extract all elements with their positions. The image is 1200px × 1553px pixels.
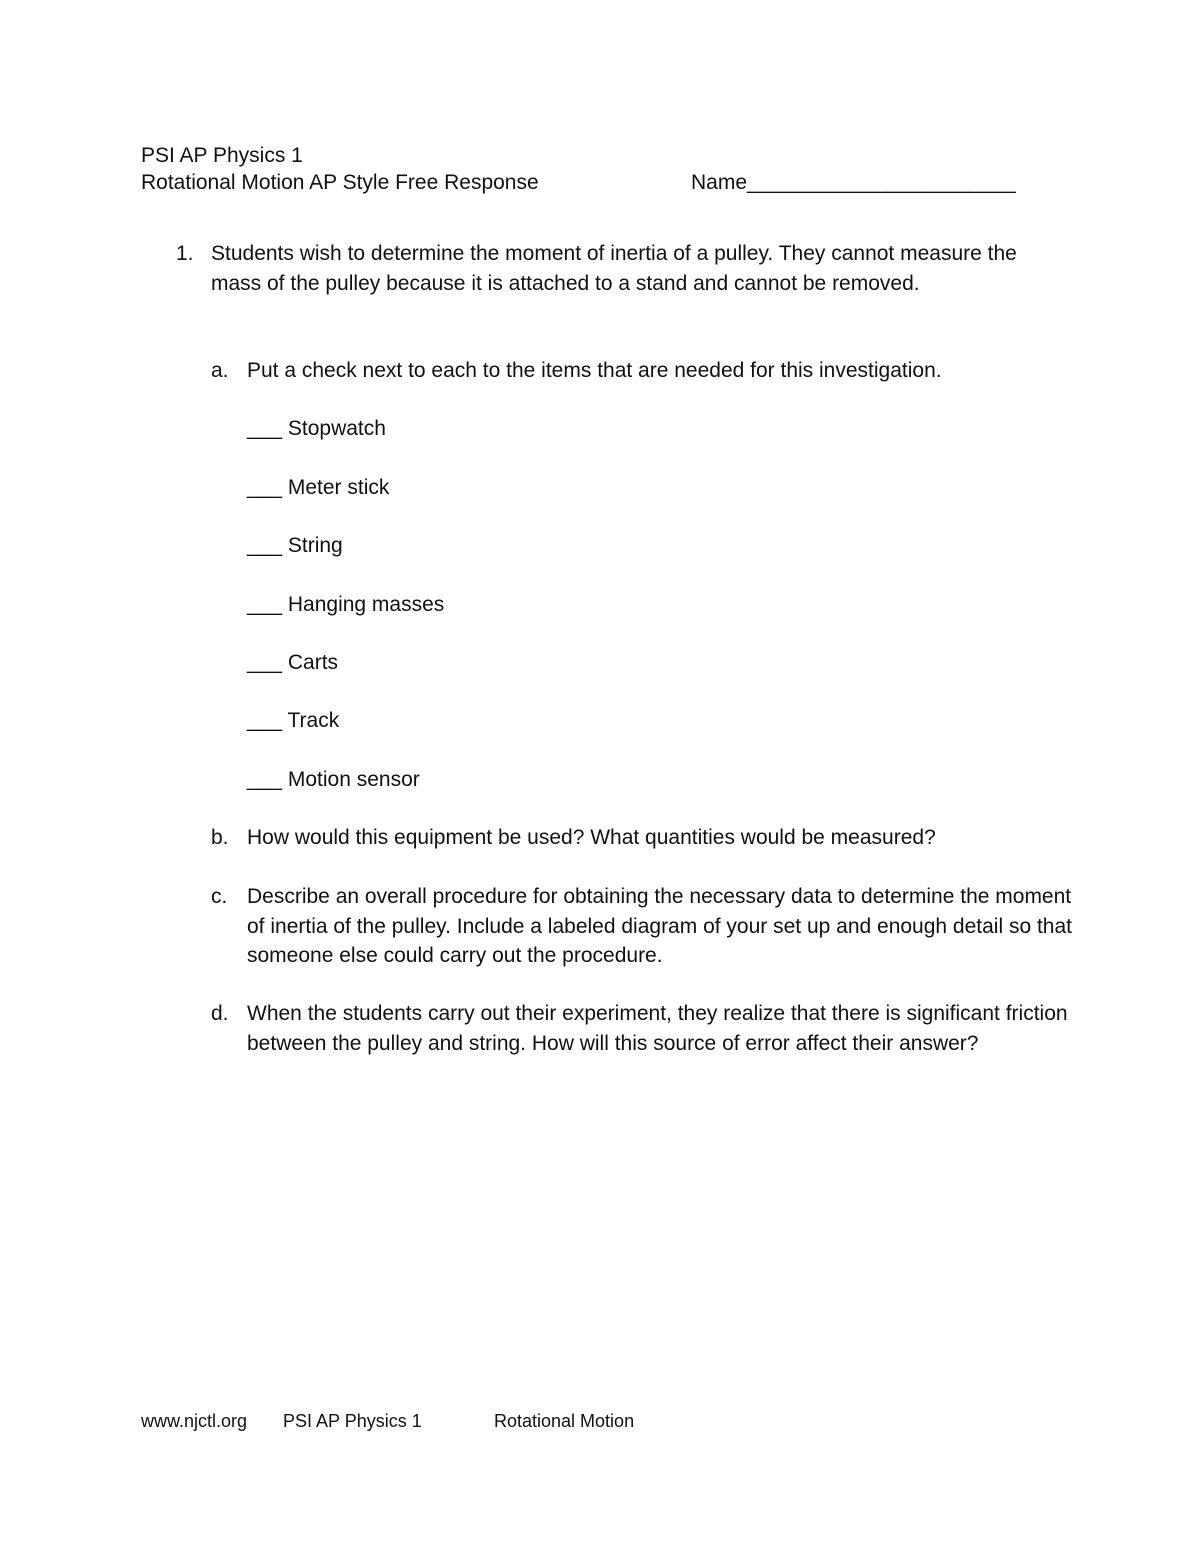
part-b-text: How would this equipment be used? What quantities would be measured? bbox=[247, 826, 936, 849]
question-text: Students wish to determine the moment of inertia of a pulley. They cannot measure the mass of the pulley because it is attached to a stand and cannot be removed. bbox=[211, 242, 1017, 295]
checklist-item-hanging-masses: ___ Hanging masses bbox=[247, 593, 445, 616]
part-b-letter: b. bbox=[211, 826, 229, 849]
checklist-item-string: ___ String bbox=[247, 534, 343, 557]
checklist-item-carts: ___ Carts bbox=[247, 651, 339, 674]
assignment-title: Rotational Motion AP Style Free Response bbox=[141, 171, 539, 194]
part-d-text: When the students carry out their experiment, they realize that there is significant friction between the pulley and string. How will this source of error affect their answer? bbox=[247, 1002, 1068, 1055]
course-title: PSI AP Physics 1 bbox=[141, 144, 303, 167]
part-c-text: Describe an overall procedure for obtaining the necessary data to determine the moment of inertia of the pulley. Include a labeled diagram of your set up and enough detail so that someone else could carry out the procedure. bbox=[247, 885, 1072, 967]
part-c-letter: c. bbox=[211, 885, 228, 908]
part-d-letter: d. bbox=[211, 1002, 229, 1025]
footer-unit: Rotational Motion bbox=[494, 1411, 635, 1431]
checklist-item-motion-sensor: ___ Motion sensor bbox=[247, 768, 420, 791]
footer-course: PSI AP Physics 1 bbox=[283, 1411, 422, 1431]
footer-website: www.njctl.org bbox=[141, 1411, 248, 1431]
question-number: 1. bbox=[176, 242, 194, 265]
checklist-item-track: ___ Track bbox=[247, 709, 340, 732]
part-a-letter: a. bbox=[211, 359, 229, 382]
checklist-item-stopwatch: ___ Stopwatch bbox=[247, 417, 386, 440]
part-a-text: Put a check next to each to the items that are needed for this investigation. bbox=[247, 359, 942, 382]
name-field-label: Name_______________________ bbox=[691, 171, 1016, 194]
checklist-item-meter-stick: ___ Meter stick bbox=[247, 476, 390, 499]
